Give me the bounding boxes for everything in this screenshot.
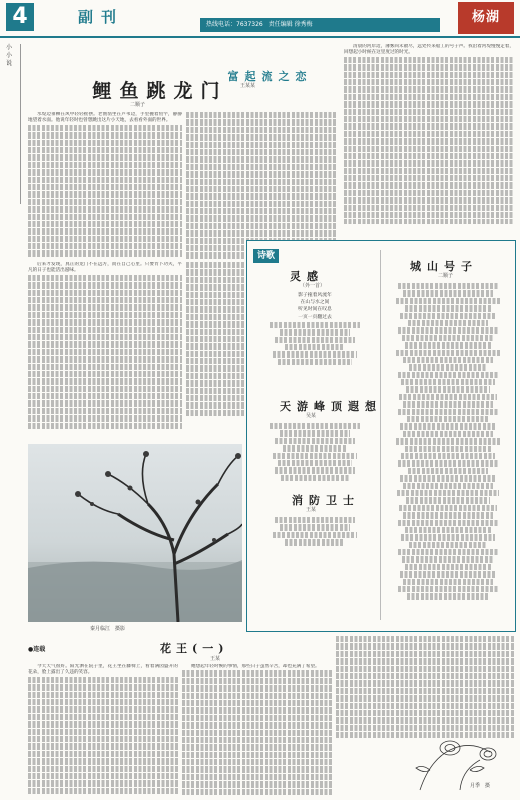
column-name: 副刊 — [78, 8, 125, 26]
article-body — [28, 112, 182, 260]
poem-author: 吴某 — [306, 413, 317, 419]
poem-line: 听见时间在叹息 — [298, 307, 332, 313]
article4-body — [28, 664, 178, 796]
article2-title: 富起流之恋 — [227, 70, 313, 83]
flower-illustration — [400, 730, 514, 792]
article-paragraph: 后来才发现，真正的龙门不在远方，而在自己心里。只要肯下功夫，平凡的日子也能活出滋味。 — [28, 262, 182, 274]
poem-title: 消防卫士 — [292, 494, 360, 507]
page-header — [0, 0, 520, 38]
poetry-tag: 诗歌 — [253, 249, 279, 263]
article-paragraph: 她想起年轻时候的事情，那些日子虽然辛苦，却也充满了希望。 — [191, 664, 320, 669]
poem-line: 在山与水之间 — [300, 300, 330, 306]
illustration-caption: 月季 摄 — [470, 783, 491, 789]
poem-title: 天游峰顶遐想 — [280, 400, 382, 413]
poem-title: 城山号子 — [410, 260, 478, 273]
section-tag: ●连载 — [28, 646, 46, 653]
article2-author: 王某某 — [240, 83, 256, 89]
poem-author: 王某 — [306, 507, 317, 513]
poem-author: （外一首） — [300, 283, 326, 289]
poem-body — [386, 282, 510, 601]
article4-author: 王某 — [210, 656, 221, 662]
header-meta-text: 热线电话：7637326 责任编辑 徐秀梅 — [206, 21, 313, 28]
article-body-continued — [186, 112, 336, 260]
poem-body — [256, 516, 374, 547]
article-author: 二顺子 — [130, 102, 146, 108]
page-number: 4 — [6, 3, 34, 31]
header-meta-bar — [200, 18, 440, 32]
article-title: 鲤鱼跳龙门 — [92, 80, 228, 102]
poem-body — [256, 292, 374, 366]
article4-body-continued — [182, 664, 332, 796]
article2-body — [344, 44, 514, 224]
landscape-photo — [28, 444, 242, 622]
photo-caption: 秦月临江 摄影 — [90, 626, 126, 632]
poem-author: 二顺子 — [438, 273, 454, 279]
article-body-lower — [28, 262, 182, 444]
poem-line: 一页一页翻过去 — [298, 314, 332, 320]
poem-line: 影子拖着风流年 — [298, 293, 332, 298]
poem-body — [256, 422, 374, 482]
poem-title: 灵感 — [290, 270, 324, 283]
article-paragraph: 今天天气很好。阳光洒在院子里，花王坐在藤椅上，看着满园盛开的花朵，脸上露出了久违的笑容。 — [28, 664, 178, 676]
article-paragraph: 清晨的河岸边，薄雾尚未散尽，远处传来船工的号子声。我沿着河堤慢慢走着，回想起小时候在这里度过的时光。 — [344, 44, 514, 56]
divider — [20, 44, 21, 204]
masthead-logo: 杨湖 — [458, 2, 514, 34]
tree-silhouette-icon — [28, 444, 242, 622]
side-label: 小小说 — [6, 44, 13, 67]
article-paragraph: 水堤边垂柳在风中轻轻摇摆。老渔翁坐在芦苇边，手里握着鱼竿，静静地望着水面。他说年轻时也曾想跳出这片小天地，去看看外面的世界。 — [28, 112, 182, 124]
article4-title: 花王(一) — [160, 642, 229, 655]
divider — [380, 250, 381, 620]
